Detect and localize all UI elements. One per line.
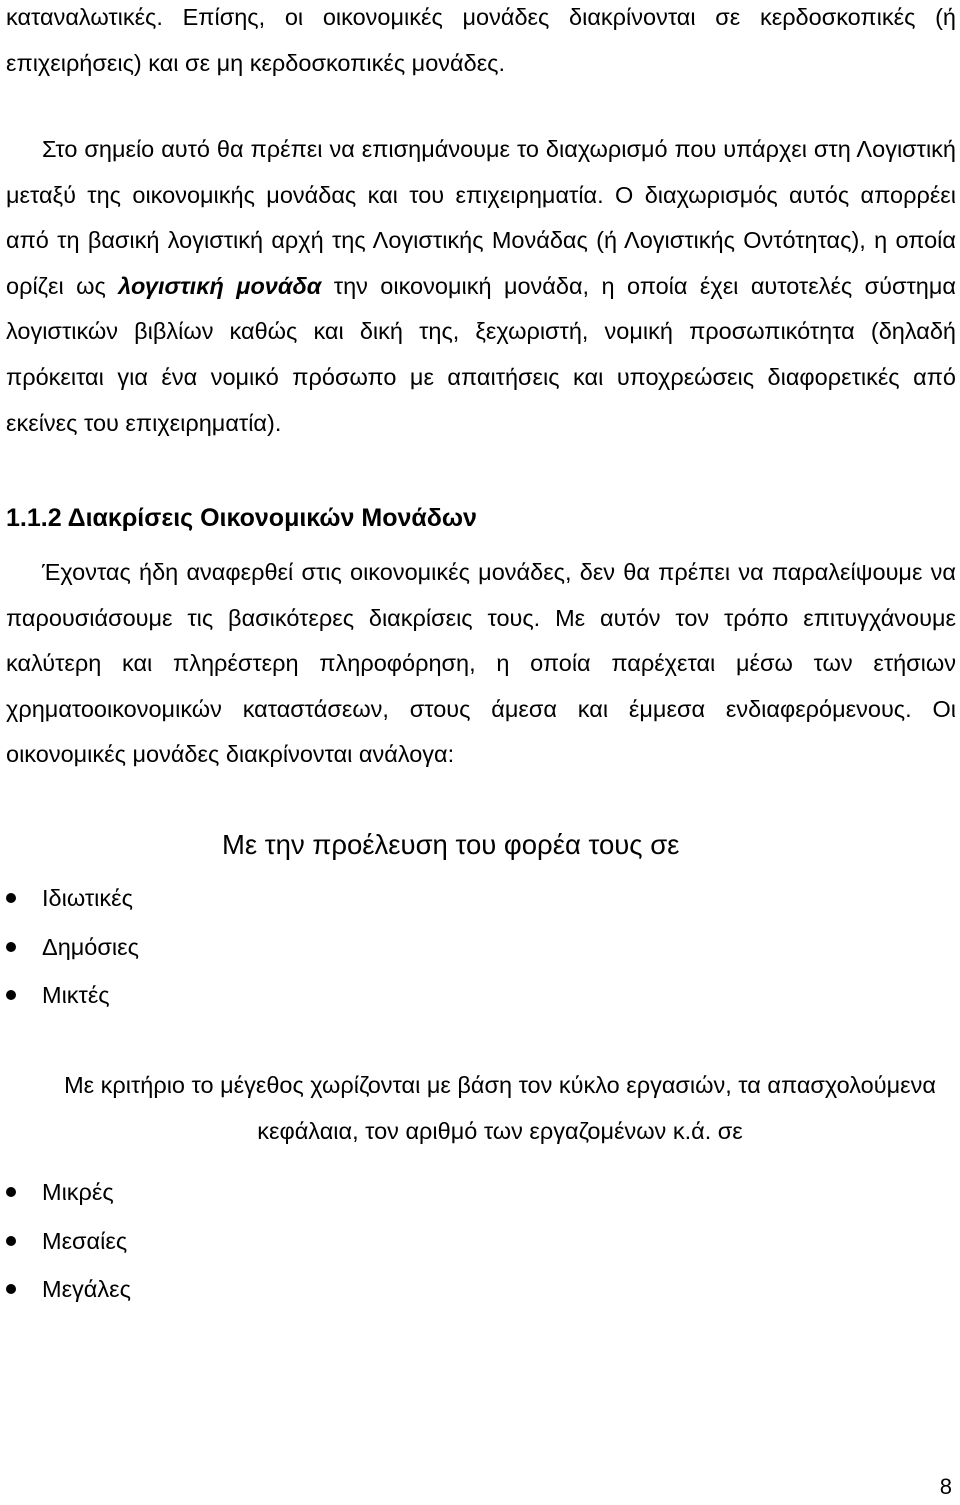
paragraph-text-segment: την οικονομική μονάδα, η οποία έχει αυτοτελές σύστημα λογιστικών βιβλίων καθώς και δική της, ξεχωριστή, νομική προσωπικότητα (δηλαδή πρόκειται για ένα νομικό πρόσωπο με απαιτήσεις και υποχρεώσεις διαφορετικές από εκείνες του επιχειρηματία).	[6, 272, 957, 436]
list-item-label: Μεσαίες	[42, 1227, 128, 1254]
bullet-icon	[6, 1284, 16, 1294]
list-item	[0, 923, 139, 972]
list-item	[0, 1168, 131, 1217]
list-item-label: Μικρές	[42, 1179, 114, 1205]
bullet-icon	[6, 942, 16, 952]
bullet-icon	[6, 893, 16, 903]
bullet-icon	[6, 1187, 16, 1197]
emphasis-accounting-unit: λογιστική μονάδα	[118, 272, 322, 299]
classification-origin-title: Με την προέλευση του φορέα τους σε	[222, 829, 680, 860]
paragraph-distinctions-intro: Έχοντας ήδη αναφερθεί στις οικονομικές μονάδες, δεν θα πρέπει να παραλείψουμε να παρουσιάσουμε τις βασικότερες διακρίσεις τους. Με αυτόν τον τρόπο επιτυγχάνουμε καλύτερη και πληρέστερη πληροφόρηση, η οποία παρέχεται μέσω των ετήσιων χρηματοοικονομικών καταστάσεων, στους άμεσα και έμμεσα ενδιαφερόμενους. Οι οικονομικές μονάδες διακρίνονται ανάλογα:	[6, 559, 956, 768]
list-item	[0, 971, 139, 1020]
classification-size-list	[0, 1168, 131, 1314]
classification-origin-list	[0, 874, 139, 1020]
list-item-label: Μικτές	[42, 982, 110, 1008]
paragraph-accounting-entity	[6, 127, 956, 446]
list-item-label: Ιδιωτικές	[42, 885, 133, 911]
list-item-label: Δημόσιες	[42, 933, 139, 960]
bullet-icon	[6, 1236, 16, 1246]
page-number: 8	[939, 1474, 952, 1499]
paragraph-economic-units-intro: καταναλωτικές. Επίσης, οι οικονομικές μονάδες διακρίνονται σε κερδοσκοπικές (ή επιχειρήσεις) και σε μη κερδοσκοπικές μονάδες.	[6, 4, 956, 76]
list-item-label: Μεγάλες	[42, 1276, 131, 1302]
list-item	[0, 874, 139, 923]
list-item	[0, 1265, 131, 1314]
paragraph-text-segment: Στο σημείο αυτό θα πρέπει να επισημάνουμε το διαχωρισμό που υπάρχει στη Λογιστική μεταξύ της οικονομικής μονάδας και του επιχειρηματία. Ο διαχωρισμός αυτός απορρέει από τη βασική λογιστική αρχή της Λογιστικής Μονάδας (ή Λογιστικής Οντότητας), η οποία ορίζει ως	[6, 136, 956, 299]
section-heading: 1.1.2 Διακρίσεις Οικονομικών Μονάδων	[6, 504, 477, 532]
classification-size-title: Με κριτήριο το μέγεθος χωρίζονται με βάση τον κύκλο εργασιών, τα απασχολούμενα κεφάλαια, τον αριθμό των εργαζομένων κ.ά. σε	[64, 1072, 936, 1144]
bullet-icon	[6, 990, 16, 1000]
list-item	[0, 1217, 131, 1266]
